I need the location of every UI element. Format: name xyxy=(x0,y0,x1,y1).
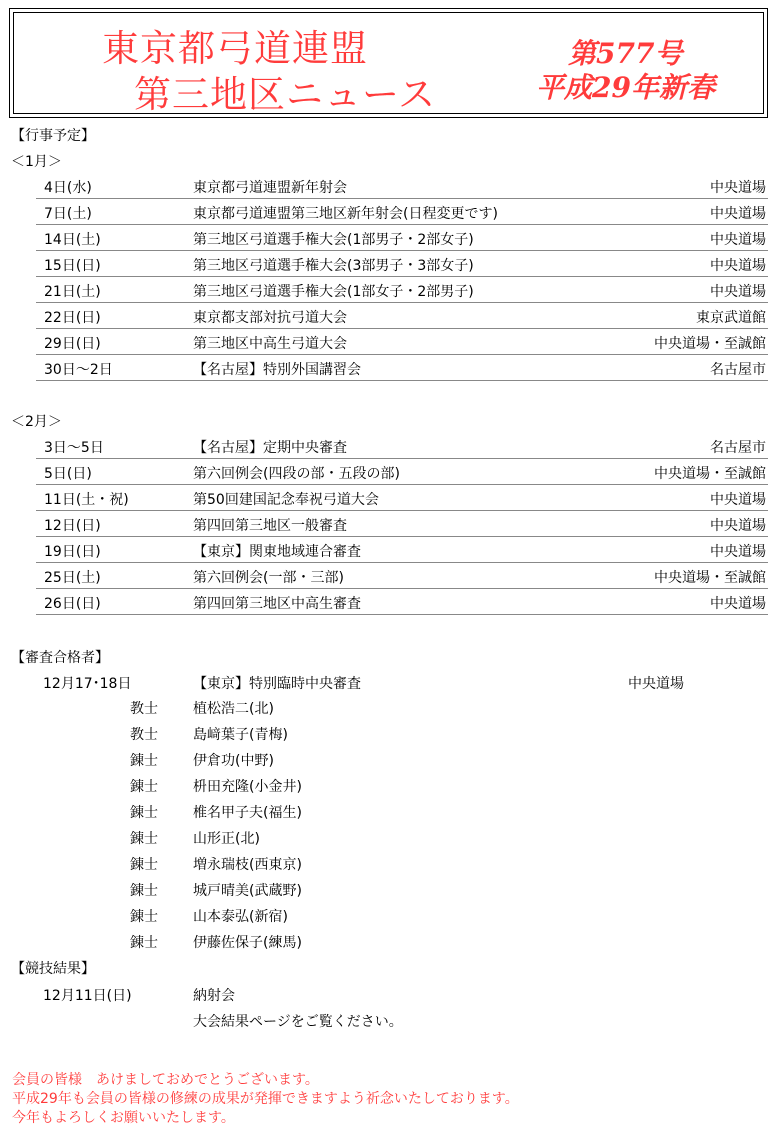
passer-rank: 錬士 xyxy=(130,935,158,951)
table-row xyxy=(36,355,768,381)
passer-name: 島﨑葉子(青梅) xyxy=(193,727,288,743)
event-date: 11日(土・祝) xyxy=(44,492,129,508)
event-date: 26日(日) xyxy=(44,596,101,612)
event-venue: 中央道場 xyxy=(710,206,766,222)
results-heading: 【競技結果】 xyxy=(11,961,95,977)
event-date: 4日(水) xyxy=(44,180,92,196)
event-name: 第六回例会(四段の部・五段の部) xyxy=(193,466,400,482)
passer-rank: 錬士 xyxy=(130,779,158,795)
passer-rank: 錬士 xyxy=(130,753,158,769)
event-date: 25日(土) xyxy=(44,570,101,586)
event-venue: 中央道場 xyxy=(710,232,766,248)
passer-name: 伊倉功(中野) xyxy=(193,753,274,769)
event-date: 29日(日) xyxy=(44,336,101,352)
newsletter-title-line1: 東京都弓道連盟 xyxy=(102,27,368,70)
table-row xyxy=(36,199,768,225)
event-date: 7日(土) xyxy=(44,206,92,222)
passer-name: 椎名甲子夫(福生) xyxy=(193,805,302,821)
event-name: 東京都支部対抗弓道大会 xyxy=(193,310,347,326)
event-date: 3日～5日 xyxy=(44,440,104,456)
exam-name: 【東京】特別臨時中央審査 xyxy=(193,676,361,692)
event-venue: 中央道場・至誠館 xyxy=(654,466,766,482)
issue-season: 平成29年新春 xyxy=(536,71,715,104)
february-heading: ＜2月＞ xyxy=(11,414,62,430)
event-date: 14日(土) xyxy=(44,232,101,248)
event-name: 第四回第三地区中高生審査 xyxy=(193,596,361,612)
event-name: 【名古屋】定期中央審査 xyxy=(193,440,347,456)
passer-name: 城戸晴美(武蔵野) xyxy=(193,883,302,899)
event-venue: 名古屋市 xyxy=(710,440,766,456)
event-date: 12日(日) xyxy=(44,518,101,534)
passer-name: 増永瑞枝(西東京) xyxy=(193,857,302,873)
passer-name: 植松浩二(北) xyxy=(193,701,274,717)
event-name: 東京都弓道連盟新年射会 xyxy=(193,180,347,196)
schedule-heading: 【行事予定】 xyxy=(11,128,95,144)
passer-name: 伊藤佐保子(練馬) xyxy=(193,935,302,951)
event-date: 22日(日) xyxy=(44,310,101,326)
event-name: 第三地区中高生弓道大会 xyxy=(193,336,347,352)
issue-number: 第577号 xyxy=(568,37,683,70)
table-row xyxy=(36,511,768,537)
event-name: 【名古屋】特別外国講習会 xyxy=(193,362,361,378)
event-venue: 中央道場 xyxy=(710,596,766,612)
event-venue: 中央道場 xyxy=(710,544,766,560)
passer-name: 枡田充隆(小金井) xyxy=(193,779,302,795)
event-venue: 東京武道館 xyxy=(696,310,766,326)
table-row xyxy=(36,563,768,589)
passer-rank: 錬士 xyxy=(130,831,158,847)
event-venue: 中央道場 xyxy=(710,284,766,300)
table-row xyxy=(36,329,768,355)
january-heading: ＜1月＞ xyxy=(11,154,62,170)
event-name: 東京都弓道連盟第三地区新年射会(日程変更です) xyxy=(193,206,498,222)
passer-rank: 錬士 xyxy=(130,909,158,925)
event-venue: 中央道場 xyxy=(710,180,766,196)
table-row xyxy=(36,173,768,199)
table-row xyxy=(36,225,768,251)
event-venue: 中央道場 xyxy=(710,492,766,508)
event-date: 15日(日) xyxy=(44,258,101,274)
event-date: 30日～2日 xyxy=(44,362,113,378)
greeting-line1: 会員の皆様 あけましておめでとうございます。 xyxy=(12,1072,319,1088)
event-name: 第50回建国記念奉祝弓道大会 xyxy=(193,492,379,508)
event-venue: 中央道場・至誠館 xyxy=(654,570,766,586)
event-date: 21日(土) xyxy=(44,284,101,300)
table-row xyxy=(36,251,768,277)
table-row xyxy=(36,589,768,615)
exam-venue: 中央道場 xyxy=(628,676,684,692)
event-name: 第三地区弓道選手権大会(1部女子・2部男子) xyxy=(193,284,474,300)
table-row xyxy=(36,485,768,511)
table-row xyxy=(36,277,768,303)
table-row xyxy=(36,537,768,563)
table-row xyxy=(36,303,768,329)
event-name: 第四回第三地区一般審査 xyxy=(193,518,347,534)
passer-rank: 錬士 xyxy=(130,805,158,821)
exam-date: 12月17･18日 xyxy=(43,676,132,692)
event-name: 第三地区弓道選手権大会(3部男子・3部女子) xyxy=(193,258,474,274)
newsletter-title-line2: 第三地区ニュース xyxy=(134,73,437,116)
passer-rank: 教士 xyxy=(130,727,158,743)
event-date: 5日(日) xyxy=(44,466,92,482)
table-row xyxy=(36,433,768,459)
passer-rank: 錬士 xyxy=(130,883,158,899)
exam-passers-heading: 【審査合格者】 xyxy=(11,650,109,666)
results-note: 大会結果ページをご覧ください。 xyxy=(193,1014,403,1030)
event-venue: 中央道場 xyxy=(710,518,766,534)
event-name: 【東京】関東地域連合審査 xyxy=(193,544,361,560)
passer-name: 山本泰弘(新宿) xyxy=(193,909,288,925)
results-date: 12月11日(日) xyxy=(43,988,132,1004)
event-date: 19日(日) xyxy=(44,544,101,560)
passer-name: 山形正(北) xyxy=(193,831,260,847)
table-row xyxy=(36,459,768,485)
passer-rank: 錬士 xyxy=(130,857,158,873)
greeting-line2: 平成29年も会員の皆様の修練の成果が発揮できますよう祈念いたしております。 xyxy=(12,1091,519,1107)
results-event: 納射会 xyxy=(193,988,235,1004)
greeting-line3: 今年もよろしくお願いいたします。 xyxy=(12,1110,235,1126)
event-venue: 中央道場・至誠館 xyxy=(654,336,766,352)
event-venue: 名古屋市 xyxy=(710,362,766,378)
passer-rank: 教士 xyxy=(130,701,158,717)
event-venue: 中央道場 xyxy=(710,258,766,274)
event-name: 第六回例会(一部・三部) xyxy=(193,570,344,586)
event-name: 第三地区弓道選手権大会(1部男子・2部女子) xyxy=(193,232,474,248)
